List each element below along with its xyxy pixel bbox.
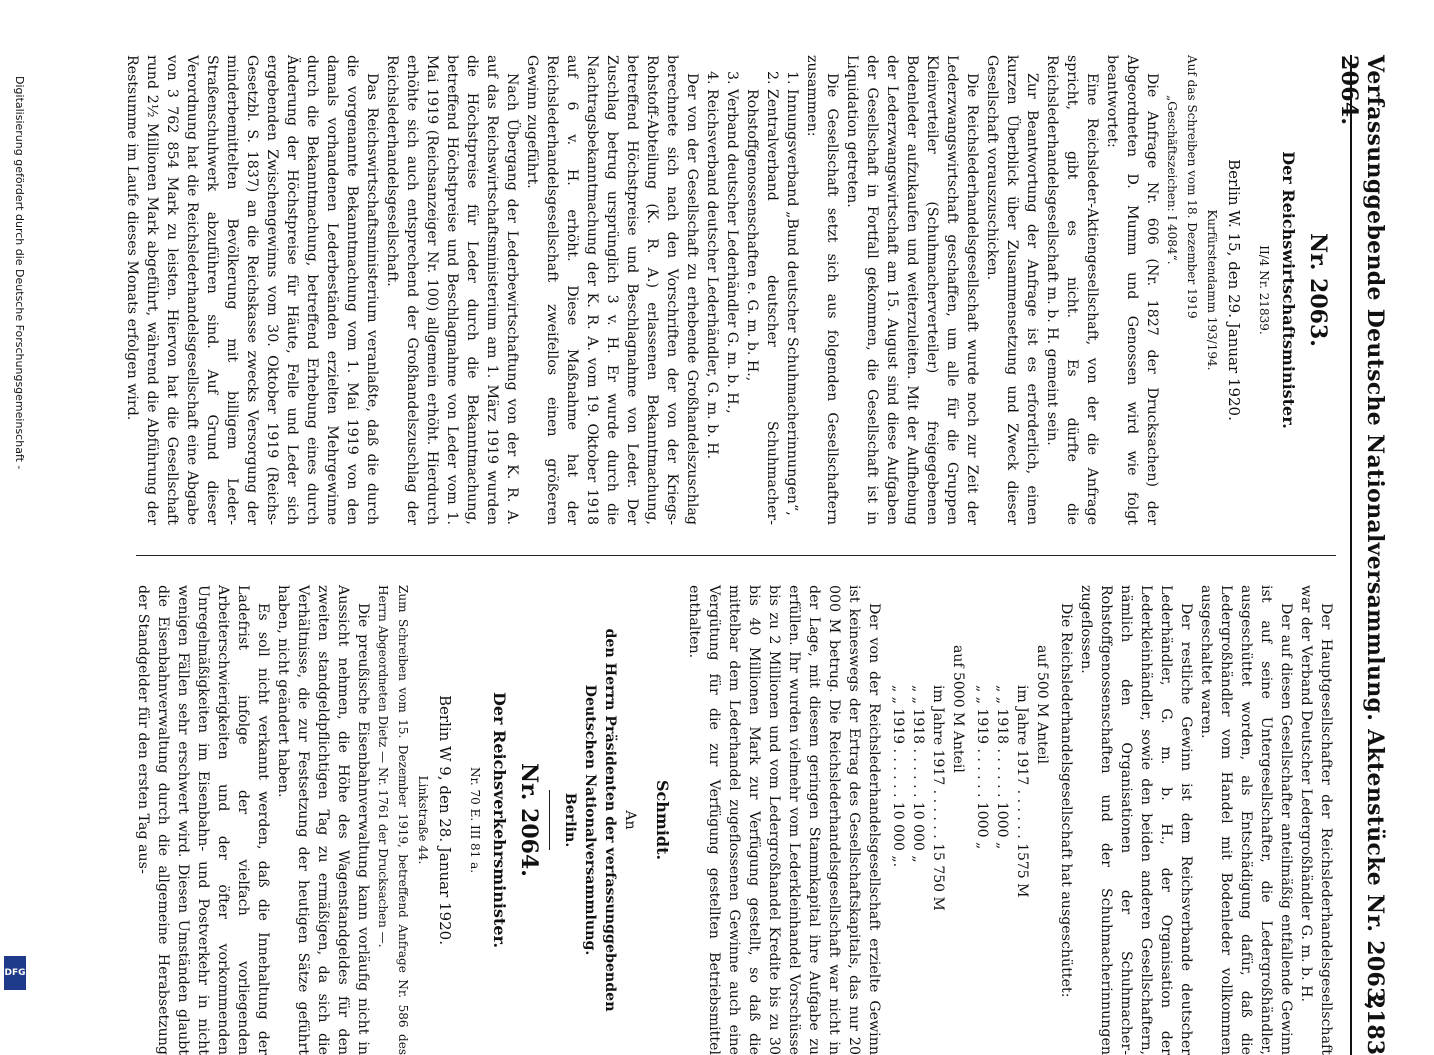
digitization-note	[10, 76, 28, 996]
page-number: 2183	[1362, 993, 1388, 1055]
header-title: Verfassunggebende Deutsche Nationalversammlung. Aktenstücke Nr. 2063, 2064.	[1336, 55, 1388, 1011]
reference-code: „Geschäftszeichen: I 4084“.	[1165, 95, 1179, 265]
separator	[549, 790, 550, 850]
paragraph: Der auf diesen Gesellschafter anteilmäßig entfallende Gewinn ist auf seine Untergesellschafter, die Ledergroßhändler, ausgeschüttet worden, als Entschädigung dafür, daß die Ledergroßhändler vom Handel mit Bodenleder vollkommen ausgeschaltet waren.	[1198, 585, 1294, 1055]
signature: Schmidt.	[653, 779, 672, 861]
paragraph: Der von der Gesellschaft zu erhebende Großhandelszuschlag berechnete sich nach den Vorschriften der von der Kriegs-Rohstoff-Abteilung (K. R. A.) erlassenen Bekanntmachung, betreffend Höchstpreise und Beschlagnahme von Leder. Der Zuschlag betrug ursprünglich 3 v. H. Er wurde durch die Nachtragsbekanntmachung der K. R. A. vom 19. Oktober 1918 auf 6 v. H. erhöht. Diese Maßnahme hat der Reichslederhandelsgesellschaft zweifellos einen größeren Gewinn zugeführt.	[524, 55, 700, 525]
document-number: Nr. 2063.	[1305, 233, 1331, 347]
table-heading: auf 5000 M Anteil	[950, 645, 966, 773]
running-header	[1336, 55, 1392, 1055]
reference: II/4 Nr. 21839.	[1257, 245, 1271, 335]
reference-letter: Zum Schreiben vom 15. Dezember 1919, betreffend Anfrage Nr. 586 des Herrn Abgeordneten Dietz — Nr. 1761 der Drucksachen —.	[376, 585, 410, 1055]
scanned-page	[92, 55, 1392, 1055]
dfg-logo-text: DFG	[4, 968, 26, 978]
header-rule	[1350, 55, 1352, 1055]
address: Kurfürstendamm 193/194.	[1205, 209, 1219, 371]
ministry-title: Der Reichsverkehrsminister.	[490, 691, 509, 949]
table-heading: auf 500 M Anteil	[1034, 645, 1050, 764]
table-row: im Jahre 1917 . . . . . . 1575 M	[1014, 685, 1030, 898]
payout-table-500	[972, 645, 1052, 1055]
paragraph: Der Hauptgesellschafter der Reichslederhandelsgesellschaft war der Verband Deutscher Ledergroßhändler G. m. b. H.	[1298, 585, 1334, 1055]
paragraph: Die Gesellschaft setzt sich aus folgenden Gesellschaftern zusammen:	[804, 55, 840, 525]
paragraph: Der von der Reichslederhandelsgesellschaft erzielte Gewinn ist keineswegs der Ertrag des Gesellschaftskapitals, das nur 20 000 M betrug. Die Reichslederhandelsgesellschaft war nicht in der Lage, mit diesem geringen Stammkapital ihre Aufgabe zu erfüllen. Ihr wurden vielmehr vom Lederkleinhandel Vorschüsse bis zu 2 Millionen und vom Ledergroßhandel Kredite bis zu 30 bis 40 Millionen Mark zur Verfügung gestellt, so daß die mittelbar dem Lederhandel zugeflossenen Gewinne auch eine Vergütung für die zur Verfügung gestellten Betriebsmittel enthalten.	[686, 585, 882, 1055]
dateline: Berlin W. 15, den 29. Januar 1920.	[1225, 159, 1243, 421]
column-divider	[136, 555, 1336, 556]
reference-letter: Auf das Schreiben vom 18. Dezember 1919	[1185, 55, 1199, 319]
list-item: 2. Zentralverband deutscher Schuhmacher-Rohstoffgenossenschaften e. G. m. b. H.,	[742, 89, 782, 525]
address: Linkstraße 44.	[416, 775, 430, 865]
shareholder-list	[702, 55, 802, 525]
paragraph: Eine Reichsleder-Aktiengesellschaft, von der die Anfrage spricht, gibt es nicht. Es dürfte die Reichslederhandelsgesellschaft m. b. H. gemeint sein.	[1044, 55, 1100, 525]
paragraph: Die preußische Eisenbahnverwaltung kann vorläufig nicht in Aussicht nehmen, die Höhe des Wagenstandgeldes für den zweiten standgeldpflichtigen Tag zu ermäßigen, da sich die Verhältnisse, die zur Festsetzung der heutigen Sätze geführt haben, nicht geändert haben.	[275, 585, 371, 1055]
list-item: 1. Innungsverband „Bund deutscher Schuhmacherinnungen“,	[782, 89, 802, 525]
digitization-text: Digitalisierung gefördert durch die Deutsche Forschungsgemeinschaft -	[13, 76, 26, 470]
table-row: „ „ 1918 . . . . . . 10 000 „	[910, 685, 926, 863]
recipient-line: An	[622, 810, 638, 830]
paragraph: Zur Beantwortung der Anfrage ist es erforderlich, einen kurzen Überblick über Zusammensetzung und Zweck dieser Gesellschaft vorauszuschicken.	[984, 55, 1040, 525]
column-left	[122, 55, 1336, 525]
recipient: den Herrn Präsidenten der verfassunggebenden Deutschen Nationalversammlung.	[582, 628, 618, 1012]
paragraph: Nach Übergang der Lederbewirtschaftung von der K. R. A. auf das Reichswirtschaftsministerium am 1. März 1919 wurden die Höchstpreise für Leder durch die Bekanntmachung, betreffend Höchstpreise und Beschlagnahme von Leder vom 1. Mai 1919 (Reichsanzeiger Nr. 100) allgemein erhöht. Hierdurch erhöhte sich auch entsprechend der Großhandelszuschlag der Reichslederhandelsgesellschaft.	[384, 55, 520, 525]
table-row: im Jahre 1917 . . . . . . 15 750 M	[930, 685, 946, 911]
column-right	[133, 585, 1336, 1055]
paragraph: Die Reichslederhandelsgesellschaft wurde noch zur Zeit der Lederzwangswirtschaft geschaffen, um alle für die Gruppen Kleinverteiler (Schuhmacherverteiler) freigegebenen Bodenleder aufzukaufen und weiterzuleiten. Mit der Aufhebung der Lederzwangswirtschaft am 15. August sind diese Aufgaben der Gesellschaft in Fortfall gekommen, die Gesellschaft ist in Liquidation getreten.	[844, 55, 980, 525]
paragraph: Die Anfrage Nr. 606 (Nr. 1827 der Drucksachen) der Abgeordneten D. Mumm und Genossen wird wie folgt beantwortet:	[1104, 55, 1160, 525]
paragraph: Das Reichswirtschaftsministerium veranlaßte, daß die durch die vorgenannte Bekanntmachung vom 1. Mai 1919 von den damals vorhandenen Lederbeständen erzielten Mehrgewinne durch die Bekanntmachung, betreffend Erhebung eines durch Änderung der Höchstpreise für Häute, Felle und Leder sich ergebenden Zwischengewinns vom 30. Oktober 1919 (Reichs-Gesetzbl. S. 1837) an die Reichskasse zwecks Versorgung der minderbemittelten Bevölkerung mit billigem Leder-Straßenschuhwerk abzuführen sind. Auf Grund dieser Verordnung hat die Reichslederhandelsgesellschaft eine Abgabe von 3 762 854 Mark zu leisten. Hiervon hat die Gesellschaft rund 2½ Millionen Mark abgeführt, während die Abführung der Restsumme im Laufe dieses Monats erfolgen wird.	[124, 55, 380, 525]
reference: Nr. 70 E. III 81 a.	[468, 766, 482, 874]
payout-table-5000	[888, 645, 968, 1055]
paragraph: Es soll nicht verkannt werden, daß die Innehaltung der Ladefrist infolge der vielfach vorliegenden Arbeiterschwierigkeiten und der öfter vorkommenden Unregelmäßigkeiten im Eisenbahn- und Postverkehr in nicht wenigen Fällen sehr erschwert wird. Diesen Umständen glaubt die Eisenbahnverwaltung durch die allgemeine Herabsetzung der Standgelder für den ersten Tag aus-	[135, 585, 271, 1055]
ministry-title: Der Reichswirtschaftsminister.	[1279, 151, 1298, 429]
table-row: „ „ 1919 . . . . . . 1000 „	[974, 685, 990, 850]
paragraph: Der restliche Gewinn ist dem Reichsverbande deutscher Lederhändler, G. m. b. H., der Organisation der Lederkleinhändler, sowie den beiden anderen Gesellschaftern, nämlich den Organisationen der Schuhmacher-Rohstoffgenossenschaften und der Schuhmacherinnungen zugeflossen.	[1078, 585, 1194, 1055]
dfg-logo	[4, 956, 26, 990]
recipient-city: Berlin.	[562, 792, 578, 848]
document-number: Nr. 2064.	[516, 763, 542, 877]
list-item: 3. Verband deutscher Lederhändler G. m. b. H.,	[722, 89, 742, 525]
dateline: Berlin W 9, den 28. Januar 1920.	[436, 695, 454, 945]
paragraph: Die Reichslederhandelsgesellschaft hat ausgeschüttet:	[1058, 603, 1074, 998]
table-row: „ „ 1918 . . . . . . 1000 „	[994, 685, 1010, 850]
list-item: 4. Reichsverband deutscher Lederhändler, G. m. b. H.	[702, 89, 722, 525]
table-row: „ „ 1919 . . . . . . 10 000 „.	[890, 685, 906, 868]
